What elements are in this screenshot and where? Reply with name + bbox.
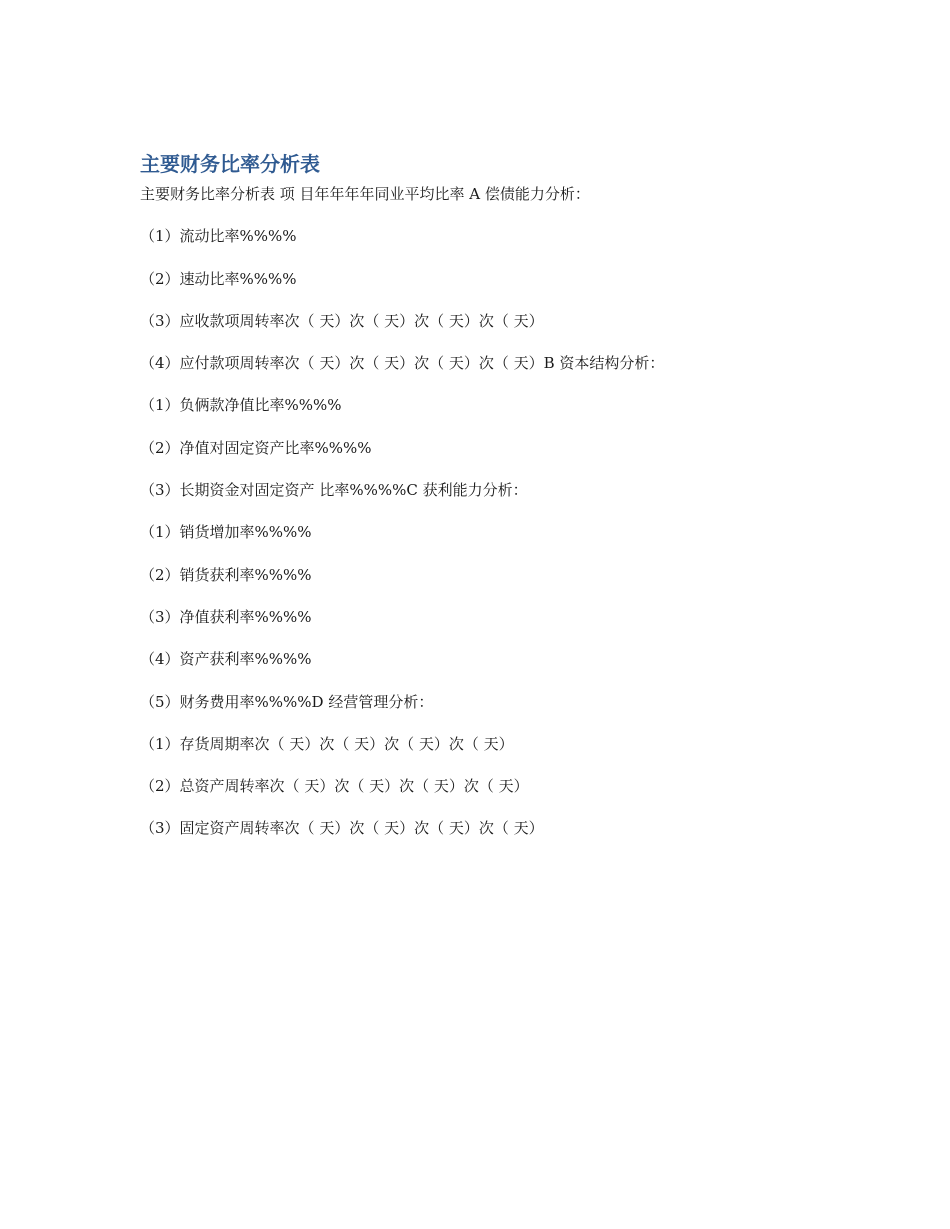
paragraph-current-ratio: （1）流动比率%%%% bbox=[140, 227, 297, 246]
document-body bbox=[140, 182, 860, 840]
paragraph-intro: 主要财务比率分析表 项 目年年年年同业平均比率 A 偿债能力分析： bbox=[140, 185, 590, 203]
paragraph-fixed-asset-turnover: （3）固定资产周转率次（ 天）次（ 天）次（ 天）次（ 天） bbox=[140, 819, 544, 838]
paragraph-inventory-turnover: （1）存货周期率次（ 天）次（ 天）次（ 天）次（ 天） bbox=[140, 734, 514, 753]
paragraph-asset-profit-rate: （4）资产获利率%%%% bbox=[140, 650, 312, 669]
paragraph-finance-cost-rate: （5）财务费用率%%%%D 经营管理分析： bbox=[140, 692, 434, 711]
paragraph-net-worth-to-fixed-assets: （2）净值对固定资产比率%%%% bbox=[140, 438, 372, 457]
paragraph-sales-profit-rate: （2）销货获利率%%%% bbox=[140, 565, 312, 584]
paragraph-payables-turnover: （4）应付款项周转率次（ 天）次（ 天）次（ 天）次（ 天）B 资本结构分析： bbox=[140, 354, 665, 373]
paragraph-total-asset-turnover: （2）总资产周转率次（ 天）次（ 天）次（ 天）次（ 天） bbox=[140, 777, 529, 796]
paragraph-debt-to-net-worth: （1）负俩款净值比率%%%% bbox=[140, 396, 342, 415]
document-title: 主要财务比率分析表 bbox=[140, 152, 320, 176]
paragraph-receivables-turnover: （3）应收款项周转率次（ 天）次（ 天）次（ 天）次（ 天） bbox=[140, 311, 544, 330]
paragraph-net-worth-profit-rate: （3）净值获利率%%%% bbox=[140, 607, 312, 626]
paragraph-sales-growth: （1）销货增加率%%%% bbox=[140, 523, 312, 542]
paragraph-long-term-funds-to-fixed-assets: （3）长期资金对固定资产 比率%%%%C 获利能力分析： bbox=[140, 481, 528, 500]
paragraph-quick-ratio: （2）速动比率%%%% bbox=[140, 269, 297, 288]
